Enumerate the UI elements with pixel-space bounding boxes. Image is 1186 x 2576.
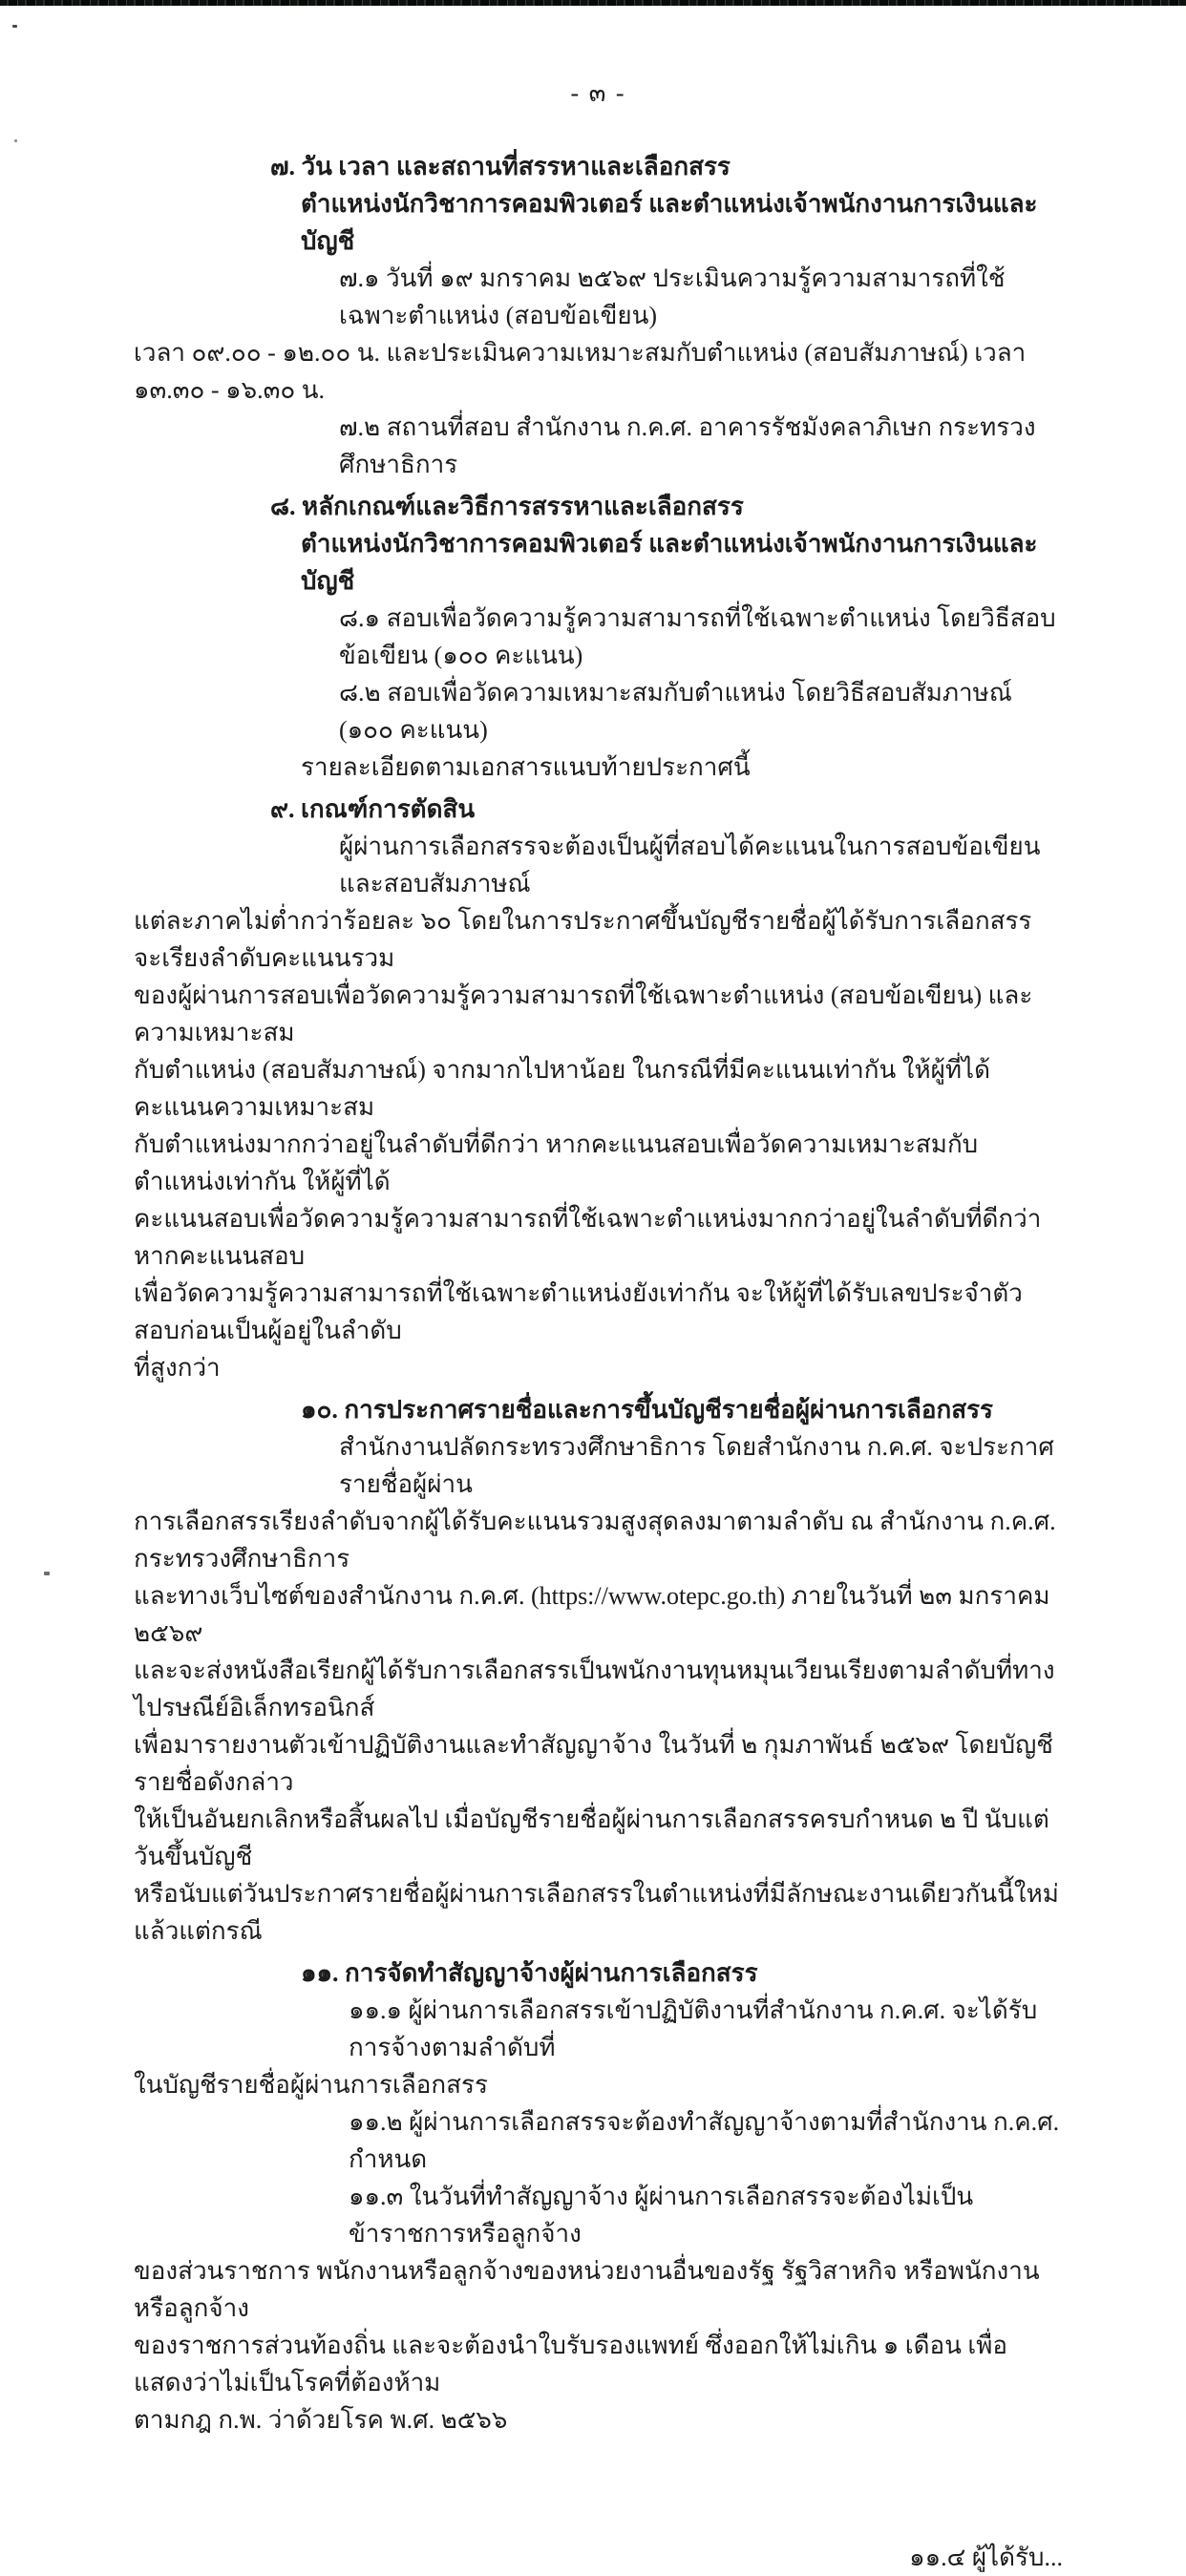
scan-edge-artifact [0, 0, 1186, 6]
section-9-paragraph-line: แต่ละภาคไม่ต่ำกว่าร้อยละ ๖๐ โดยในการประกาศขึ้นบัญชีรายชื่อผู้ได้รับการเลือกสรร จะเรียงลำดับคะแนนรวม [134, 907, 1032, 972]
scan-speck [44, 1572, 50, 1575]
section-10-heading: ๑๐. การประกาศรายชื่อและการขึ้นบัญชีรายชื่อผู้ผ่านการเลือกสรร [301, 1396, 994, 1424]
section-10-paragraph-line: ให้เป็นอันยกเลิกหรือสิ้นผลไป เมื่อบัญชีรายชื่อผู้ผ่านการเลือกสรรครบกำหนด ๒ ปี นับแต่วันขึ้นบัญชี [134, 1805, 1049, 1870]
section-10-paragraph-line: สำนักงานปลัดกระทรวงศึกษาธิการ โดยสำนักงาน ก.ค.ศ. จะประกาศรายชื่อผู้ผ่าน [339, 1433, 1054, 1498]
section-10-paragraph-line: หรือนับแต่วันประกาศรายชื่อผู้ผ่านการเลือกสรรในตำแหน่งที่มีลักษณะงานเดียวกันนี้ใหม่แล้วแต่กรณี [134, 1880, 1059, 1945]
item-11-1-line-2: ในบัญชีรายชื่อผู้ผ่านการเลือกสรร [134, 2071, 488, 2099]
section-10-paragraph-line: และจะส่งหนังสือเรียกผู้ได้รับการเลือกสรรเป็นพนักงานทุนหมุนเวียนเรียงตามลำดับที่ทางไปรษณีย์อิเล็กทรอนิกส์ [134, 1657, 1055, 1721]
section-10-paragraph-line: การเลือกสรรเรียงลำดับจากผู้ได้รับคะแนนรวมสูงสุดลงมาตามลำดับ ณ สำนักงาน ก.ค.ศ. กระทรวงศึกษาธิการ [134, 1508, 1056, 1573]
section-8-closing-line: รายละเอียดตามเอกสารแนบท้ายประกาศนี้ [301, 753, 751, 781]
item-8-2: ๘.๒ สอบเพื่อวัดความเหมาะสมกับตำแหน่ง โดยวิธีสอบสัมภาษณ์ (๑๐๐ คะแนน) [339, 679, 1012, 744]
item-7-1-line-1: ๗.๑ วันที่ ๑๙ มกราคม ๒๕๖๙ ประเมินความรู้ความสามารถที่ใช้เฉพาะตำแหน่ง (สอบข้อเขียน) [339, 264, 1006, 329]
section-10-paragraph-line: เพื่อมารายงานตัวเข้าปฏิบัติงานและทำสัญญาจ้าง ในวันที่ ๒ กุมภาพันธ์ ๒๕๖๙ โดยบัญชีรายชื่อดังกล่าว [134, 1731, 1053, 1796]
section-7-heading: ๗. วัน เวลา และสถานที่สรรหาและเลือกสรร [270, 153, 731, 180]
scan-speck [14, 139, 17, 142]
item-11-2: ๑๑.๒ ผู้ผ่านการเลือกสรรจะต้องทำสัญญาจ้างตามที่สำนักงาน ก.ค.ศ. กำหนด [349, 2108, 1060, 2173]
section-8-position-line: ตำแหน่งนักวิชาการคอมพิวเตอร์ และตำแหน่งเจ้าพนักงานการเงินและบัญชี [301, 530, 1038, 595]
section-9-paragraph-line: คะแนนสอบเพื่อวัดความรู้ความสามารถที่ใช้เฉพาะตำแหน่งมากกว่าอยู่ในลำดับที่ดีกว่า หากคะแนนสอบ [134, 1205, 1042, 1270]
item-11-3-line-2: ของส่วนราชการ พนักงานหรือลูกจ้างของหน่วยงานอื่นของรัฐ รัฐวิสาหกิจ หรือพนักงานหรือลูกจ้าง [134, 2257, 1040, 2322]
item-7-1-line-2: เวลา ๐๙.๐๐ - ๑๒.๐๐ น. และประเมินความเหมาะสมกับตำแหน่ง (สอบสัมภาษณ์) เวลา ๑๓.๓๐ - ๑๖.๓๐ น. [134, 339, 1027, 404]
item-11-3-line-1: ๑๑.๓ ในวันที่ทำสัญญาจ้าง ผู้ผ่านการเลือกสรรจะต้องไม่เป็นข้าราชการหรือลูกจ้าง [349, 2183, 974, 2248]
section-9-paragraph-line: ของผู้ผ่านการสอบเพื่อวัดความรู้ความสามารถที่ใช้เฉพาะตำแหน่ง (สอบข้อเขียน) และความเหมาะสม [134, 982, 1033, 1046]
section-9-paragraph-line: ที่สูงกว่า [134, 1354, 221, 1382]
section-7-position-line: ตำแหน่งนักวิชาการคอมพิวเตอร์ และตำแหน่งเจ้าพนักงานการเงินและบัญชี [301, 190, 1038, 255]
item-11-1-line-1: ๑๑.๑ ผู้ผ่านการเลือกสรรเข้าปฏิบัติงานที่สำนักงาน ก.ค.ศ. จะได้รับการจ้างตามลำดับที่ [349, 1996, 1038, 2061]
section-10-paragraph-line: และทางเว็บไซต์ของสำนักงาน ก.ค.ศ. (https://www.otepc.go.th) ภายในวันที่ ๒๓ มกราคม ๒๕๖๙ [134, 1582, 1050, 1647]
page-number: - ๓ - [570, 79, 626, 107]
scan-speck [12, 25, 17, 28]
section-9-paragraph-line: เพื่อวัดความรู้ความสามารถที่ใช้เฉพาะตำแหน่งยังเท่ากัน จะให้ผู้ที่ได้รับเลขประจำตัวสอบก่อนเป็นผู้อยู่ในลำดับ [134, 1279, 1023, 1344]
section-11-heading: ๑๑. การจัดทำสัญญาจ้างผู้ผ่านการเลือกสรร [301, 1959, 758, 1987]
item-11-3-line-4: ตามกฎ ก.พ. ว่าด้วยโรค พ.ศ. ๒๕๖๖ [134, 2406, 508, 2434]
item-8-1: ๘.๑ สอบเพื่อวัดความรู้ความสามารถที่ใช้เฉพาะตำแหน่ง โดยวิธีสอบข้อเขียน (๑๐๐ คะแนน) [339, 604, 1056, 669]
section-9-heading: ๙. เกณฑ์การตัดสิน [270, 795, 476, 823]
scanned-document-page [134, 74, 1063, 2576]
section-9-paragraph-line: กับตำแหน่งมากกว่าอยู่ในลำดับที่ดีกว่า หากคะแนนสอบเพื่อวัดความเหมาะสมกับตำแหน่งเท่ากัน ให้ผู้ที่ได้ [134, 1130, 979, 1195]
item-7-2: ๗.๒ สถานที่สอบ สำนักงาน ก.ค.ศ. อาคารรัชมังคลาภิเษก กระทรวงศึกษาธิการ [339, 413, 1036, 478]
item-11-3-line-3: ของราชการส่วนท้องถิ่น และจะต้องนำใบรับรองแพทย์ ซึ่งออกให้ไม่เกิน ๑ เดือน เพื่อแสดงว่าไม่เป็นโรคที่ต้องห้าม [134, 2332, 1008, 2397]
catchword: ๑๑.๔ ผู้ได้รับ... [909, 2544, 1063, 2571]
section-9-paragraph-line: กับตำแหน่ง (สอบสัมภาษณ์) จากมากไปหาน้อย ในกรณีที่มีคะแนนเท่ากัน ให้ผู้ที่ได้คะแนนความเหมาะสม [134, 1056, 990, 1121]
section-9-paragraph-line: ผู้ผ่านการเลือกสรรจะต้องเป็นผู้ที่สอบได้คะแนนในการสอบข้อเขียนและสอบสัมภาษณ์ [339, 833, 1041, 897]
section-8-heading: ๘. หลักเกณฑ์และวิธีการสรรหาและเลือกสรร [270, 493, 744, 520]
